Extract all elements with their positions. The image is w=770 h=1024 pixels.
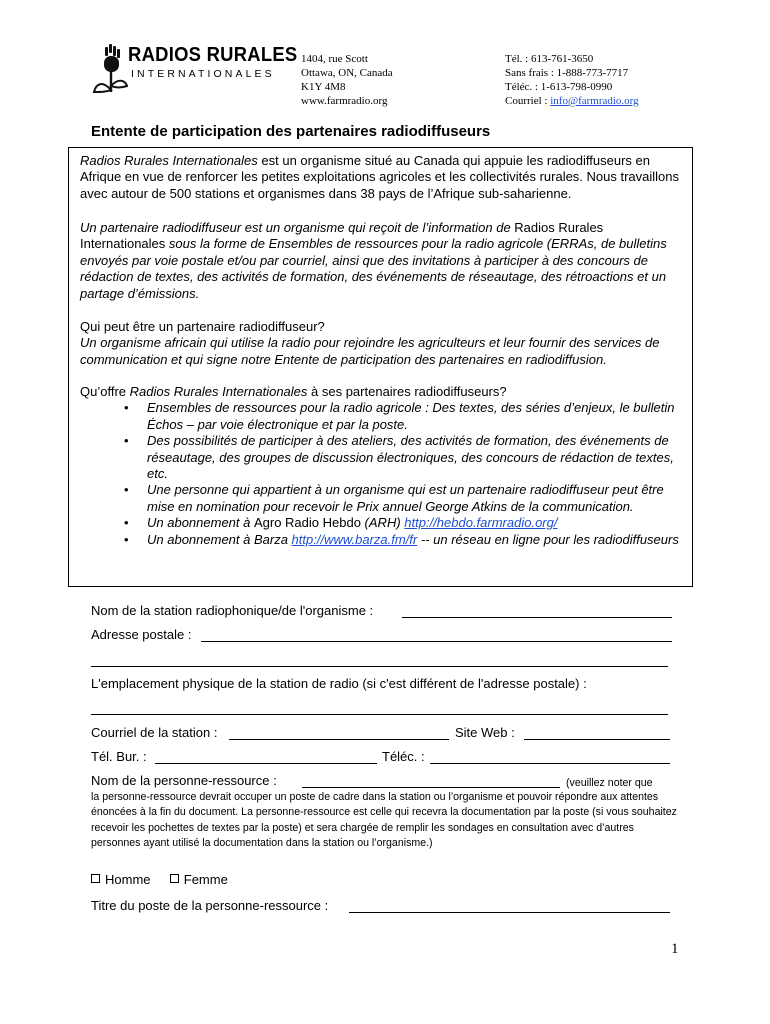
offer-item-text: (ARH) [360,515,405,531]
intro-paragraph [80,153,690,202]
definition-text-b: sous la forme de Ensembles de ressources pour la radio agricole (ERRAs, de bulletins envoyés par voie postale et/ou par courriel, ainsi que des invitations à participer à des concours de rédaction de textes, des activités de formation, des événements de réseautage, des rétroactions et un partage d’émissions. [80,236,667,301]
station-email-label: Courriel de la station : [91,725,218,740]
location-field[interactable] [91,714,668,715]
station-name-label: Nom de la station radiophonique/de l'organisme : [91,603,374,618]
street-address: 1404, rue Scott [301,53,368,65]
city-address: Ottawa, ON, Canada [301,67,393,79]
offer-item-text: Un abonnement à [147,515,254,531]
document-title: Entente de participation des partenaires radiodiffuseurs [91,123,491,140]
hebdo-link[interactable]: http://hebdo.farmradio.org/ [404,515,558,531]
contact-note [91,790,681,851]
bullet: • [124,482,129,498]
office-phone-label: Tél. Bur. : [91,749,147,764]
org-logo-title: RADIOS RURALES [128,44,298,66]
fax-number: Téléc. : 1-613-798-0990 [505,81,613,93]
list-item [80,433,690,482]
email-label: Courriel : [505,95,551,107]
website-label: Site Web : [455,725,515,740]
website-text: www.farmradio.org [301,95,388,107]
list-item [80,400,690,433]
contact-note-text: la personne-ressource devrait occuper un poste de cadre dans la station ou l’organisme et pouvoir répondre aux attentes énoncées à la fin du document. La personne-ressource est celle qui recevra la documentation par la poste (si vous souhaitez recevoir les pochettes de textes par la poste) et sera chargée de remplir les sondages en consultation avec d’autres personnes ayant utilisé la documentation dans la station ou l’organisme.) [91,791,677,849]
offer-question-b: à ses partenaires radiodiffuseurs? [307,384,507,399]
page-number: 1 [671,941,679,957]
toll-free-number: Sans frais : 1-888-773-7717 [505,67,629,79]
bullet: • [124,433,129,449]
postal-address-field-line2[interactable] [91,666,668,667]
offer-question-org: Radios Rurales Internationales [129,384,308,399]
phone-number: Tél. : 613-761-3650 [505,53,594,65]
job-title-label: Titre du poste de la personne-ressource : [91,898,329,913]
website-field[interactable] [524,739,670,740]
male-checkbox[interactable] [91,874,100,883]
contact-note-start: (veuillez noter que [566,777,653,789]
who-can-be-partner-paragraph [80,319,690,368]
bullet: • [124,515,129,531]
who-question: Qui peut être un partenaire radiodiffuseur? [80,319,325,334]
contact-block [505,52,639,108]
radio-microphone-logo-icon [92,42,128,106]
partner-definition-paragraph [80,220,690,302]
station-email-field[interactable] [229,739,449,740]
offer-paragraph [80,384,690,548]
email-link[interactable]: info@farmradio.org [550,95,639,107]
offer-question-a: Qu’offre [80,384,130,399]
station-name-field[interactable] [402,617,672,618]
offer-item-text: -- un réseau en ligne pour les radiodiffuseurs [417,531,679,547]
definition-org-name: Radios Rurales Internationales [80,220,604,252]
postal-address-label: Adresse postale : [91,627,192,642]
gender-options [91,872,675,888]
location-label: L'emplacement physique de la station de radio (si c'est différent de l'adresse postale) : [91,676,587,691]
job-title-field[interactable] [349,912,670,913]
list-item [80,482,690,515]
fax-label: Téléc. : [382,749,425,764]
intro-text: est un organisme situé au Canada qui appuie les radiodiffuseurs en Afrique en vue de renforcer les petites exploitations agricoles et les collectivités rurales. Nous travaillons avec autour de 500 stations et organismes dans 38 pays de l’Afrique sub-saharienne. [80,153,680,201]
list-item [80,515,690,531]
offer-item-text: Ensembles de ressources pour la radio agricole : Des textes, des séries d’enjeux, le bulletin Échos – par voie électronique et par la poste. [147,400,675,432]
offer-list [80,400,690,548]
offer-item-text: Un abonnement à Barza [147,531,292,547]
bullet: • [124,531,129,547]
org-name-italic: Radios Rurales Internationales [80,153,258,168]
org-logo-subtitle: INTERNATIONALES [131,68,275,80]
postal-code: K1Y 4M8 [301,81,346,93]
male-label: Homme [105,872,151,887]
bullet: • [124,400,129,416]
email-line [505,94,639,108]
female-label: Femme [183,872,228,887]
offer-item-text: Agro Radio Hebdo [253,515,361,531]
offer-item-text: Une personne qui appartient à un organisme qui est un partenaire radiodiffuseur peut être mise en nomination pour recevoir le Prix annuel George Atkins de la communication. [147,482,664,514]
offer-item-text: Des possibilités de participer à des ateliers, des activités de formation, des événements de réseautage, des groupes de discussion électroniques, des concours de rédaction de textes, etc. [147,433,674,482]
barza-link[interactable]: http://www.barza.fm/fr [291,531,418,547]
contact-name-label: Nom de la personne-ressource : [91,773,277,788]
female-checkbox[interactable] [170,874,179,883]
contact-name-field[interactable] [302,787,560,788]
definition-text-a: Un partenaire radiodiffuseur est un organisme qui reçoit de l’information de [80,220,515,235]
who-answer: Un organisme africain qui utilise la radio pour rejoindre les agriculteurs et leur fournir des services de communication et qui signe notre Entente de participation des partenaires en radiodiffusion. [80,335,660,367]
list-item [80,532,690,548]
fax-field[interactable] [430,763,670,764]
address-block [301,52,393,108]
office-phone-field[interactable] [155,763,377,764]
postal-address-field[interactable] [201,641,672,642]
